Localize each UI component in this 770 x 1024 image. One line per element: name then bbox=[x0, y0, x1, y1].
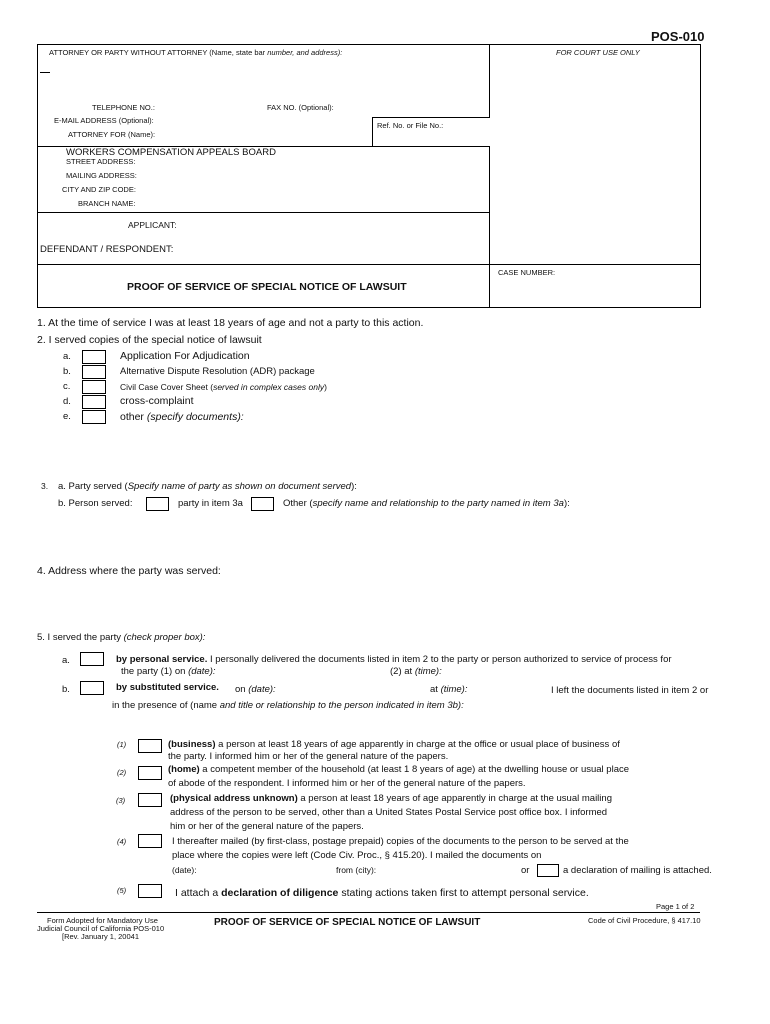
applicant-label: APPLICANT: bbox=[128, 220, 177, 230]
sub-1-number: (1) bbox=[117, 740, 127, 749]
item-1: 1. At the time of service I was at least 18 years of age and not a party to this action. bbox=[37, 317, 424, 329]
sub-4-line2: place where the copies were left (Code Civ. Proc., § 415.20). I mailed the documents on bbox=[172, 850, 542, 861]
email-label: E-MAIL ADDRESS (Optional): bbox=[54, 116, 154, 125]
item-5b-time: at (time): bbox=[430, 684, 468, 695]
sub-1-line2: the party. I informed him or her of the general nature of the papers. bbox=[168, 751, 449, 762]
item-5: 5. I served the party (check proper box): bbox=[37, 632, 206, 643]
item-5b-presence: in the presence of (name and title or relationship to the person indicated in item 3b): bbox=[112, 700, 464, 711]
item-5a-text: by personal service. I personally delivered the documents listed in item 2 to the party or person authorized to service of process for bbox=[116, 654, 672, 665]
sub-3-number: (3) bbox=[116, 796, 126, 805]
item-2a-text: Application For Adjudication bbox=[120, 350, 250, 362]
item-5a-letter: a. bbox=[62, 655, 70, 666]
sub-2-checkbox[interactable] bbox=[138, 766, 162, 780]
item-2d-letter: d. bbox=[63, 396, 71, 407]
form-title: PROOF OF SERVICE OF SPECIAL NOTICE OF LAWSUIT bbox=[127, 281, 407, 293]
sub-4-text: I thereafter mailed (by first-class, postage prepaid) copies of the documents to the person to be served at the bbox=[172, 836, 629, 847]
item-5b-letter: b. bbox=[62, 684, 70, 695]
item-3b-other-checkbox[interactable] bbox=[251, 497, 274, 511]
divider-court bbox=[37, 212, 490, 213]
page-number: Page 1 of 2 bbox=[656, 902, 695, 911]
sub-4-checkbox[interactable] bbox=[138, 834, 162, 848]
mailing-label: MAILING ADDRESS: bbox=[66, 171, 137, 180]
item-5b-left-text: I left the documents listed in item 2 or bbox=[551, 685, 709, 696]
name-line-mark bbox=[40, 72, 50, 73]
branch-label: BRANCH NAME: bbox=[78, 199, 136, 208]
sub-5-checkbox[interactable] bbox=[138, 884, 162, 898]
footer-council: Judicial Council of California POS-010 bbox=[37, 924, 165, 933]
item-2c-letter: c. bbox=[63, 381, 71, 392]
item-5a-date: the party (1) on (date): bbox=[121, 666, 216, 677]
sub-3-text: (physical address unknown) a person at least 18 years of age apparently in charge at the usual mailing bbox=[170, 793, 612, 804]
footer-revision: [Rev. January 1, 20041 bbox=[62, 932, 139, 941]
sub-3-checkbox[interactable] bbox=[138, 793, 162, 807]
item-5b-checkbox[interactable] bbox=[80, 681, 104, 695]
board-name: WORKERS COMPENSATION APPEALS BOARD bbox=[66, 147, 276, 158]
sub-4-from-city: from (city): bbox=[336, 865, 377, 875]
divider-parties bbox=[37, 264, 700, 265]
defendant-label: DEFENDANT / RESPONDENT: bbox=[40, 244, 174, 255]
item-5b-date: on (date): bbox=[235, 684, 276, 695]
ref-label: Ref. No. or File No.: bbox=[377, 121, 444, 130]
vertical-divider bbox=[489, 44, 490, 307]
sub-1-checkbox[interactable] bbox=[138, 739, 162, 753]
item-3b-party-text: party in item 3a bbox=[178, 498, 243, 509]
sub-4-declaration-text: a declaration of mailing is attached. bbox=[563, 865, 712, 876]
attorney-label: ATTORNEY OR PARTY WITHOUT ATTORNEY (Name, state bar number, and address): bbox=[49, 48, 343, 57]
sub-1-text: (business) a person at least 18 years of age apparently in charge at the office or usual place of business of bbox=[168, 739, 620, 750]
sub-2-text: (home) a competent member of the household (at least 1 8 years of age) at the dwelling house or usual place bbox=[168, 764, 630, 775]
item-2b-letter: b. bbox=[63, 366, 71, 377]
sub-5-text: I attach a declaration of diligence stating actions taken first to attempt personal service. bbox=[175, 887, 589, 899]
item-5a-checkbox[interactable] bbox=[80, 652, 104, 666]
sub-3-line3: him or her of the general nature of the papers. bbox=[170, 821, 364, 832]
item-2d-checkbox[interactable] bbox=[82, 395, 106, 409]
street-label: STREET ADDRESS: bbox=[66, 157, 136, 166]
footer-code: Code of Civil Procedure, § 417.10 bbox=[588, 916, 701, 925]
item-2d-text: cross-complaint bbox=[120, 395, 194, 407]
sub-2-line2: of abode of the respondent. I informed him or her of the general nature of the papers. bbox=[168, 778, 526, 789]
attorney-for-label: ATTORNEY FOR (Name): bbox=[68, 130, 156, 139]
court-use-label: FOR COURT USE ONLY bbox=[556, 48, 640, 57]
form-number: POS-010 bbox=[651, 29, 705, 44]
item-5b-bold: by substituted service. bbox=[116, 682, 219, 693]
item-2b-checkbox[interactable] bbox=[82, 365, 106, 379]
city-label: CITY AND ZIP CODE: bbox=[62, 185, 136, 194]
item-2: 2. I served copies of the special notice of lawsuit bbox=[37, 334, 262, 346]
footer-adopted: Form Adopted for Mandatory Use bbox=[47, 916, 158, 925]
footer-rule bbox=[37, 912, 700, 913]
item-3b-label: b. Person served: bbox=[58, 498, 133, 509]
sub-4-number: (4) bbox=[117, 837, 127, 846]
footer-title: PROOF OF SERVICE OF SPECIAL NOTICE OF LAWSUIT bbox=[214, 917, 481, 928]
sub-4-declaration-checkbox[interactable] bbox=[537, 864, 559, 877]
item-2c-checkbox[interactable] bbox=[82, 380, 106, 394]
item-2e-letter: e. bbox=[63, 411, 71, 422]
item-2c-text: Civil Case Cover Sheet (served in complex cases only) bbox=[120, 382, 327, 392]
sub-2-number: (2) bbox=[117, 768, 127, 777]
item-3a: a. Party served (Specify name of party as shown on document served): bbox=[58, 481, 357, 492]
item-4: 4. Address where the party was served: bbox=[37, 565, 221, 577]
item-2a-checkbox[interactable] bbox=[82, 350, 106, 364]
item-2b-text: Alternative Dispute Resolution (ADR) package bbox=[120, 366, 315, 377]
item-5a-time: (2) at (time): bbox=[390, 666, 442, 677]
item-3b-party-checkbox[interactable] bbox=[146, 497, 169, 511]
sub-4-date: (date): bbox=[172, 865, 197, 875]
item-3b-other-text: Other (specify name and relationship to the party named in item 3a): bbox=[283, 498, 570, 509]
item-2e-text: other (specify documents): bbox=[120, 411, 244, 423]
case-number-label: CASE NUMBER: bbox=[498, 268, 556, 277]
item-2a-letter: a. bbox=[63, 351, 71, 362]
sub-5-number: (5) bbox=[117, 886, 127, 895]
item-2e-checkbox[interactable] bbox=[82, 410, 106, 424]
sub-3-line2: address of the person to be served, other than a United States Postal Service post office box. I informed bbox=[170, 807, 608, 818]
sub-4-or: or bbox=[521, 865, 530, 876]
telephone-label: TELEPHONE NO.: bbox=[92, 103, 155, 112]
fax-label: FAX NO. (Optional): bbox=[267, 103, 334, 112]
item-3-number: 3. bbox=[41, 481, 49, 491]
